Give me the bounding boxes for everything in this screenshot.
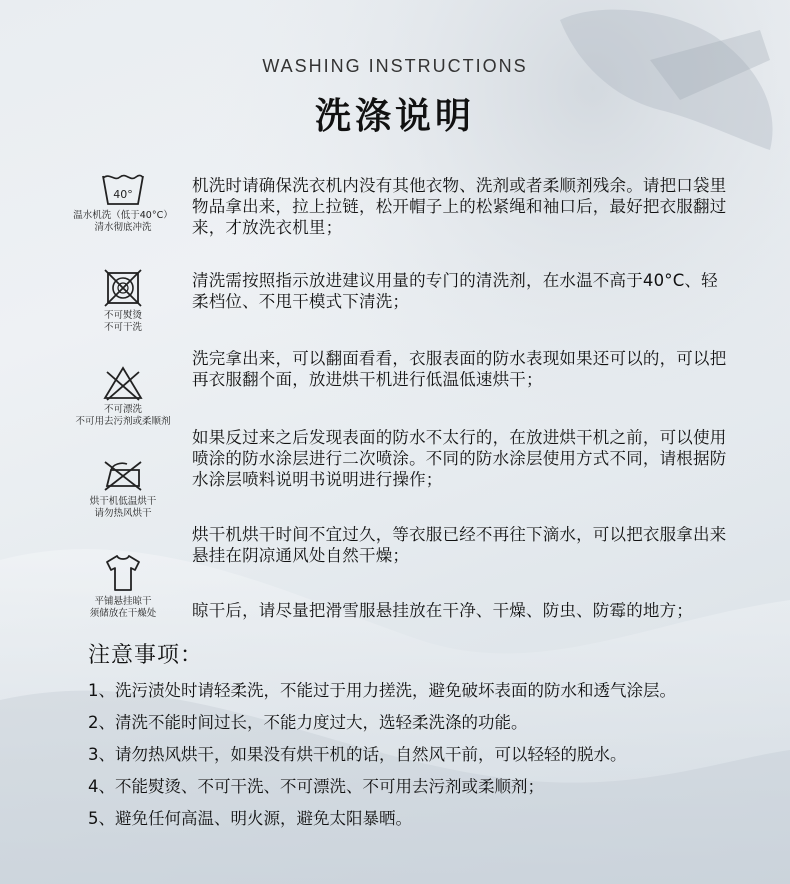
note-item: 2、清洗不能时间过长，不能力度过大，选轻柔洗涤的功能。 xyxy=(88,713,528,732)
care-caption: 温水机洗（低于40°C） xyxy=(73,210,173,221)
no-iron-no-dryclean-icon xyxy=(103,268,143,308)
tumble-dry-low-icon xyxy=(101,456,145,494)
hang-dry-shade-icon xyxy=(103,552,143,594)
care-caption: 不可干洗 xyxy=(103,322,142,333)
care-caption: 清水彻底冲洗 xyxy=(94,222,152,233)
care-caption: 不可漂洗 xyxy=(103,404,142,415)
note-item: 5、避免任何高温、明火源，避免太阳暴晒。 xyxy=(88,809,412,828)
note-item: 3、请勿热风烘干，如果没有烘干机的话，自然风干前，可以轻轻的脱水。 xyxy=(88,745,627,764)
instruction-paragraph: 清洗需按照指示放进建议用量的专门的清洗剂，在水温不高于40°C、轻柔档位、不甩干模式下清洗； xyxy=(192,271,718,311)
care-hang-dry xyxy=(64,552,182,620)
instruction-paragraph: 机洗时请确保洗衣机内没有其他衣物、洗剂或者柔顺剂残余。请把口袋里物品拿出来，拉上拉链，松开帽子上的松紧绳和袖口后，最好把衣服翻过来，才放洗衣机里； xyxy=(192,176,727,237)
care-wash-40 xyxy=(64,170,182,234)
wash-temp-label: 40° xyxy=(113,188,133,201)
care-caption: 请勿热风烘干 xyxy=(94,508,152,519)
care-tumble-dry xyxy=(64,456,182,520)
instruction-paragraph: 晾干后，请尽量把滑雪服悬挂放在干净、干燥、防虫、防霉的地方； xyxy=(192,601,693,620)
subtitle: WASHING INSTRUCTIONS xyxy=(262,56,528,76)
care-no-iron-dryclean xyxy=(64,268,182,334)
page-title: 洗涤说明 xyxy=(314,96,475,137)
instruction-paragraph: 烘干机烘干时间不宜过久，等衣服已经不再往下滴水，可以把衣服拿出来悬挂在阴凉通风处自然干燥； xyxy=(192,525,727,565)
instruction-paragraph: 如果反过来之后发现表面的防水不太行的，在放进烘干机之前，可以使用喷涂的防水涂层进行二次喷涂。不同的防水涂层使用方式不同，请根据防水涂层喷料说明书说明进行操作； xyxy=(192,428,727,489)
no-bleach-icon xyxy=(101,364,145,402)
care-caption: 不可用去污剂或柔顺剂 xyxy=(75,416,171,427)
care-no-bleach xyxy=(64,364,182,428)
note-item: 4、不能熨烫、不可干洗、不可漂洗、不可用去污剂或柔顺剂； xyxy=(88,777,544,796)
care-caption: 须储放在干燥处 xyxy=(89,608,157,619)
care-caption: 平铺悬挂晾干 xyxy=(94,596,152,607)
wash-40-icon xyxy=(100,170,146,208)
notes-title: 注意事项： xyxy=(88,643,204,668)
care-caption: 烘干机低温烘干 xyxy=(89,496,157,507)
instruction-paragraph: 洗完拿出来，可以翻面看看，衣服表面的防水表现如果还可以的，可以把再衣服翻个面，放进烘干机进行低温低速烘干； xyxy=(192,349,727,389)
care-caption: 不可熨烫 xyxy=(103,310,142,321)
note-item: 1、洗污渍处时请轻柔洗，不能过于用力搓洗，避免破坏表面的防水和透气涂层。 xyxy=(88,681,676,700)
